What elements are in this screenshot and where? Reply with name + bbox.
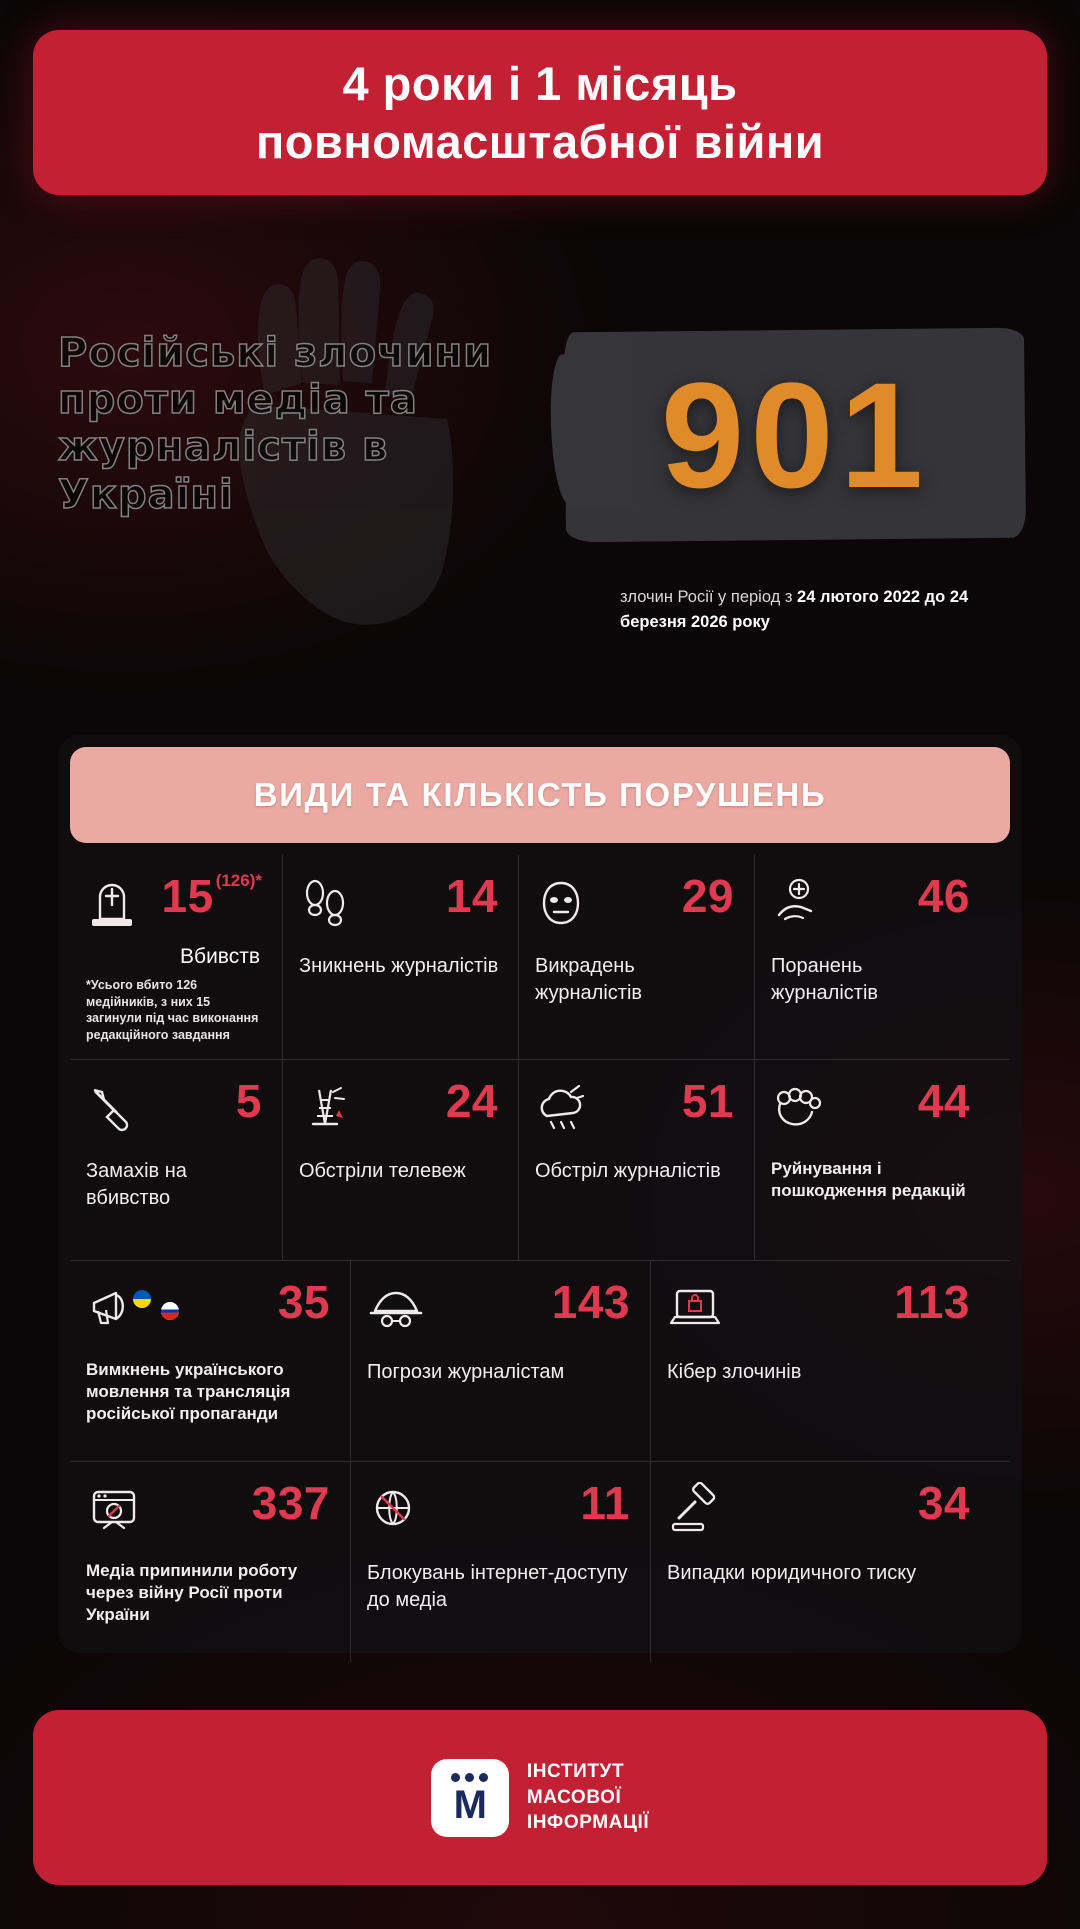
stat-value: 35 (277, 1276, 330, 1328)
stat-cell-broadcast-shutdowns[interactable] (70, 1261, 350, 1461)
stat-label: Випадки юридичного тиску (667, 1562, 917, 1584)
blocked-globe-icon (367, 1480, 427, 1538)
stat-value: 24 (445, 1075, 498, 1127)
stat-cell-cybercrimes[interactable] (650, 1261, 990, 1461)
stat-value: 5 (235, 1075, 262, 1127)
stat-label: Викрадень журналістів (535, 955, 643, 1004)
stat-value: 337 (251, 1477, 330, 1529)
shelling-icon (535, 1078, 595, 1136)
big-number-value: 901 (660, 351, 930, 519)
big-number-block (565, 330, 1025, 540)
brass-knuckles-icon (771, 1078, 831, 1136)
violations-card (58, 735, 1022, 1653)
stat-value: 34 (917, 1477, 970, 1529)
stat-label: Зникнень журналістів (299, 955, 499, 977)
stat-label: Блокувань інтернет-доступу до медіа (367, 1562, 628, 1611)
balaclava-icon (535, 873, 595, 931)
stat-label: Кібер злочинів (667, 1361, 802, 1383)
stat-label: Погрози журналістам (367, 1361, 565, 1383)
stat-value: 11 (580, 1477, 630, 1529)
stat-label: Обстріли телевеж (299, 1160, 466, 1182)
megaphone-flags-icon (86, 1279, 196, 1337)
stat-value: 46 (917, 870, 970, 922)
first-aid-icon (771, 873, 831, 931)
cyber-laptop-icon (667, 1279, 727, 1337)
logo-dots (451, 1773, 488, 1782)
stat-value: 14 (445, 870, 498, 922)
footprints-icon (299, 873, 359, 931)
stat-value: 143 (551, 1276, 630, 1328)
closed-browser-icon (86, 1480, 146, 1538)
grave-icon (86, 873, 146, 931)
tv-tower-icon (299, 1078, 359, 1136)
imi-logo-icon (431, 1759, 509, 1837)
banner-line-1: 4 роки і 1 місяць (342, 57, 738, 111)
logo-letter: М (453, 1782, 486, 1827)
card-title: ВИДИ ТА КІЛЬКІСТЬ ПОРУШЕНЬ (70, 747, 1010, 843)
spy-hat-icon (367, 1279, 427, 1337)
org-line-3: ІНФОРМАЦІЇ (526, 1812, 650, 1834)
stat-value: 51 (681, 1075, 734, 1127)
stat-cell-legal-pressure[interactable] (650, 1462, 990, 1662)
org-line-1: ІНСТИТУТ (526, 1761, 625, 1783)
grid-row (70, 855, 1010, 1059)
stat-value: 15 (161, 870, 214, 922)
big-number-caption (620, 585, 1020, 635)
stat-label: Медіа припинили роботу через війну Росії проти України (86, 1561, 298, 1625)
stat-cell-disappearances[interactable] (282, 855, 518, 1059)
stat-label: Поранень журналістів (771, 955, 879, 1004)
stat-value: 44 (917, 1075, 970, 1127)
page-title: Російські злочини проти медіа та журналістів в Україні (58, 330, 493, 518)
org-line-2: МАСОВОЇ (526, 1786, 622, 1808)
stat-note: *Усього вбито 126 медійників, з них 15 загинули під час виконання редакційного завдання (86, 978, 259, 1042)
grid-row (70, 1059, 1010, 1260)
caption-prefix: злочин Росії у період з (620, 588, 798, 606)
caption-dates: 24 лютого 2022 до 24 березня 2026 року (620, 588, 969, 631)
stat-cell-internet-blocks[interactable] (350, 1462, 650, 1662)
stat-label: Обстріл журналістів (535, 1160, 721, 1182)
violations-grid (70, 855, 1010, 1662)
stat-cell-abductions[interactable] (518, 855, 754, 1059)
stat-label: Вбивств (180, 945, 260, 968)
stat-label: Вимкнень українського мовлення та трансляція російської пропаганди (86, 1360, 291, 1424)
footer-banner (33, 1710, 1047, 1885)
stat-cell-shelling-journalists[interactable] (518, 1060, 754, 1260)
stat-cell-threats[interactable] (350, 1261, 650, 1461)
stat-superscript: (126)* (215, 871, 262, 890)
stat-cell-tv-towers[interactable] (282, 1060, 518, 1260)
knife-icon (86, 1078, 146, 1136)
stat-label: Руйнування і пошкодження редакцій (771, 1159, 966, 1201)
stat-cell-newsroom-damage[interactable] (754, 1060, 990, 1260)
stat-label: Замахів на вбивство (86, 1160, 187, 1209)
grid-row (70, 1260, 1010, 1461)
stat-value: 29 (681, 870, 734, 922)
stat-value: 113 (894, 1276, 970, 1328)
grid-row (70, 1461, 1010, 1662)
stat-cell-injuries[interactable] (754, 855, 990, 1059)
stat-cell-killings[interactable] (70, 855, 282, 1059)
header-banner (33, 30, 1047, 195)
organization-name (527, 1759, 649, 1836)
stat-cell-attempted-murder[interactable] (70, 1060, 282, 1260)
banner-line-2: повномасштабної війни (255, 114, 825, 168)
gavel-icon (667, 1480, 727, 1538)
stat-cell-media-closed[interactable] (70, 1462, 350, 1662)
